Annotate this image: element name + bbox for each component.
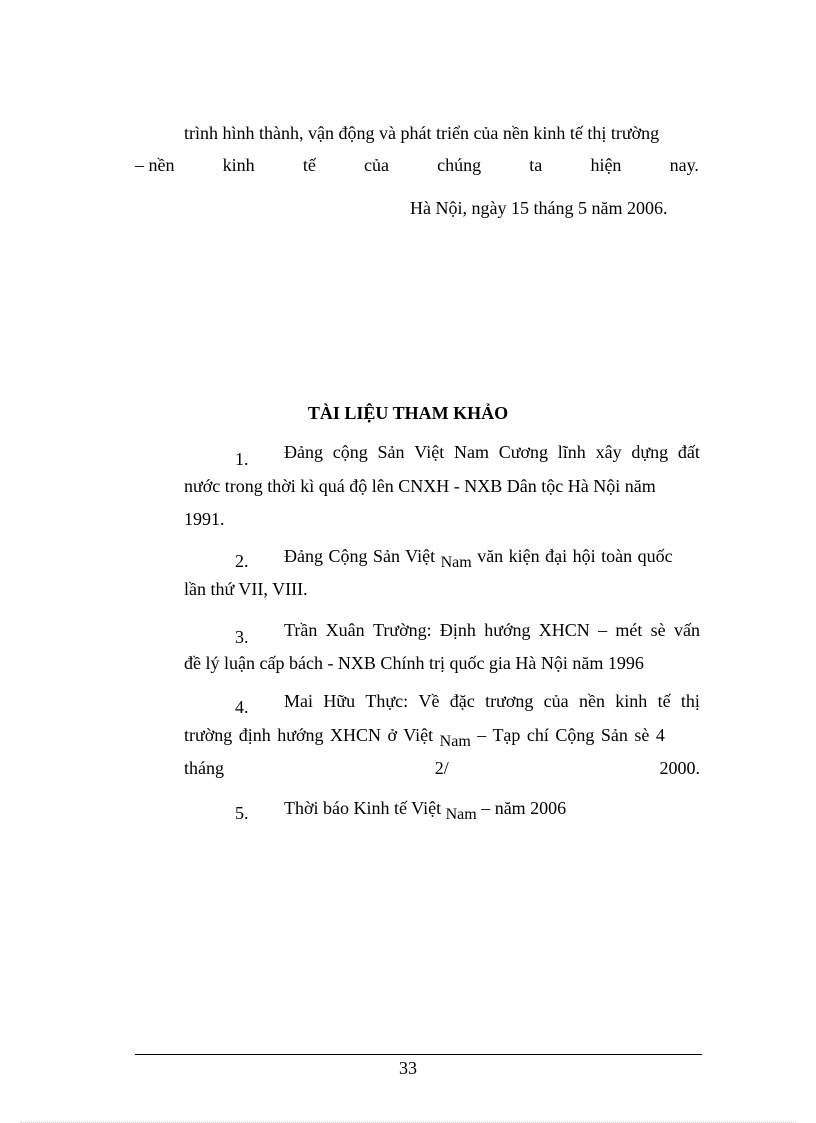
reference-2-text-a: Đảng Cộng Sản Việt bbox=[284, 546, 436, 566]
word: tế bbox=[657, 691, 671, 711]
reference-2-line-1 bbox=[284, 545, 673, 569]
word: đất bbox=[677, 442, 700, 462]
word: 2/ bbox=[434, 758, 449, 778]
word: cộng bbox=[332, 442, 368, 462]
word: Xuân bbox=[325, 620, 365, 640]
word: Trường: bbox=[372, 620, 432, 640]
word: của bbox=[363, 155, 389, 175]
word: ta bbox=[529, 155, 543, 175]
word: của bbox=[543, 691, 569, 711]
page-number: 33 bbox=[399, 1058, 417, 1078]
reference-2-text-sub: Nam bbox=[440, 554, 472, 571]
word: kinh bbox=[615, 691, 648, 711]
word: Về bbox=[418, 691, 440, 711]
word: Việt bbox=[414, 442, 445, 462]
reference-1-line-1 bbox=[284, 441, 700, 463]
references-title: TÀI LIỆU THAM KHẢO bbox=[307, 403, 509, 423]
word: 2000. bbox=[659, 758, 700, 778]
reference-4-text-b: – Tạp chí Cộng Sản sè 4 bbox=[477, 725, 665, 745]
word: Hữu bbox=[323, 691, 356, 711]
reference-3-line-1 bbox=[284, 619, 700, 641]
word: XHCN bbox=[538, 620, 590, 640]
word: – nền bbox=[135, 155, 175, 175]
word: thị bbox=[680, 691, 700, 711]
intro-line-2 bbox=[135, 154, 699, 176]
reference-5-text-b: – năm 2006 bbox=[481, 798, 567, 818]
word: kinh bbox=[222, 155, 255, 175]
word: Thực: bbox=[365, 691, 409, 711]
reference-number: 4. bbox=[235, 697, 249, 717]
word: tế bbox=[302, 155, 316, 175]
word: Sản bbox=[377, 442, 405, 462]
reference-4-text-sub: Nam bbox=[439, 733, 471, 750]
word: sè bbox=[650, 620, 666, 640]
word: Đảng bbox=[284, 442, 323, 462]
word: nay. bbox=[669, 155, 699, 175]
reference-4-line-2 bbox=[184, 724, 665, 748]
reference-1-line-2: nước trong thời kì quá độ lên CNXH - NXB Dân tộc Hà Nội năm bbox=[184, 476, 656, 496]
word: mét bbox=[615, 620, 643, 640]
word: Cương bbox=[498, 442, 549, 462]
reference-number: 5. bbox=[235, 803, 249, 823]
reference-5-text-sub: Nam bbox=[445, 806, 477, 823]
word: đặc bbox=[449, 691, 475, 711]
reference-4-line-1 bbox=[284, 690, 700, 712]
word: Nam bbox=[453, 442, 489, 462]
word: xây bbox=[595, 442, 622, 462]
reference-number: 1. bbox=[235, 449, 249, 469]
reference-5-line-1 bbox=[284, 797, 566, 821]
date-line: Hà Nội, ngày 15 tháng 5 năm 2006. bbox=[410, 198, 668, 218]
reference-number: 2. bbox=[235, 551, 249, 571]
word: – bbox=[598, 620, 608, 640]
word: hướng bbox=[484, 620, 531, 640]
word: Mai bbox=[284, 691, 313, 711]
word: vấn bbox=[673, 620, 700, 640]
reference-4-line-3 bbox=[184, 757, 700, 779]
word: trương bbox=[485, 691, 534, 711]
reference-4-text-a: trường định hướng XHCN ở Việt bbox=[184, 725, 434, 745]
word: tháng bbox=[184, 758, 224, 778]
reference-1-line-3: 1991. bbox=[184, 509, 225, 529]
reference-2-line-2: lần thứ VII, VIII. bbox=[184, 579, 308, 599]
word: dựng bbox=[631, 442, 669, 462]
word: lĩnh bbox=[557, 442, 586, 462]
word: Trần bbox=[284, 620, 318, 640]
footer-divider bbox=[135, 1054, 702, 1055]
reference-2-text-b: văn kiện đại hội toàn quốc bbox=[477, 546, 673, 566]
reference-number: 3. bbox=[235, 627, 249, 647]
word: chúng bbox=[437, 155, 482, 175]
reference-5-text-a: Thời báo Kinh tế Việt bbox=[284, 798, 442, 818]
word: nền bbox=[578, 691, 605, 711]
reference-3-line-2: đề lý luận cấp bách - NXB Chính trị quốc gia Hà Nội năm 1996 bbox=[184, 653, 644, 673]
word: Định bbox=[439, 620, 476, 640]
word: hiện bbox=[590, 155, 622, 175]
intro-line-1: trình hình thành, vận động và phát triển của nền kinh tế thị trường bbox=[184, 123, 660, 143]
